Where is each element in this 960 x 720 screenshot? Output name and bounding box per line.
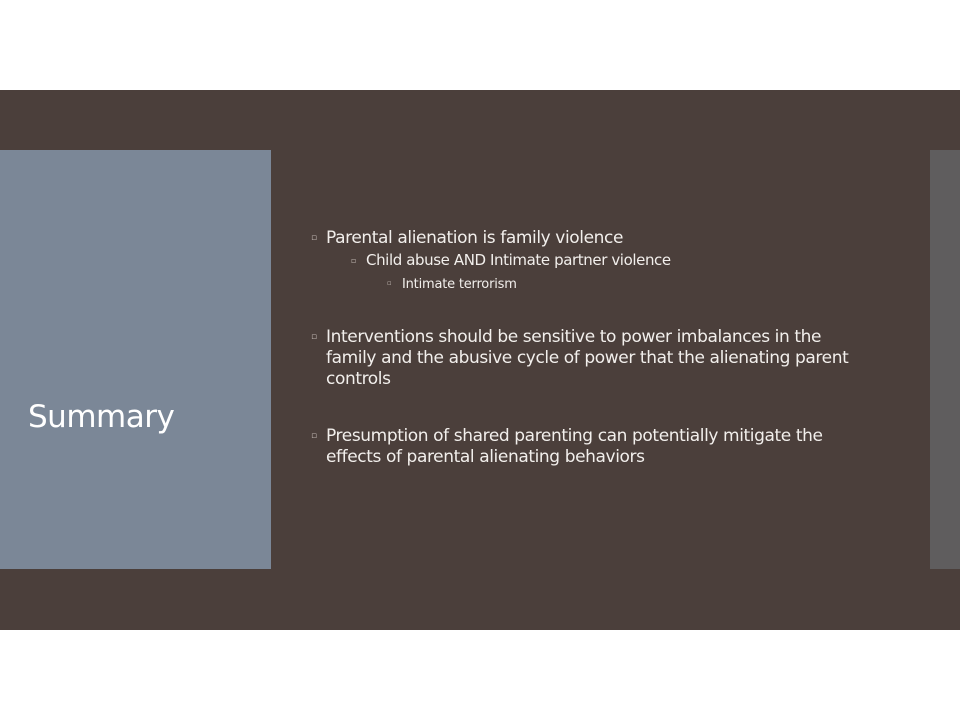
- right-accent-bar: [930, 150, 960, 569]
- bullet-text: Presumption of shared parenting can potentially mitigate the effects of parental alienating behaviors: [326, 426, 823, 467]
- bullet-point-2: [310, 327, 870, 390]
- slide-title: Summary: [28, 399, 175, 435]
- bullet-list: [310, 228, 870, 468]
- bullet-point-1: [310, 228, 870, 249]
- bullet-icon: ▫: [387, 279, 392, 287]
- bullet-icon: ▫: [351, 256, 357, 265]
- title-panel: [0, 150, 271, 569]
- sub-sub-bullet-1: [386, 276, 870, 293]
- bullet-text: Child abuse AND Intimate partner violence: [366, 251, 671, 269]
- bullet-text: Intimate terrorism: [402, 277, 517, 292]
- bullet-point-3: [310, 426, 870, 468]
- sub-bullet-1: [350, 251, 870, 270]
- bullet-text: Parental alienation is family violence: [326, 228, 624, 248]
- bullet-text: Interventions should be sensitive to power imbalances in the family and the abusive cycle of power that the alienating parent controls: [326, 327, 849, 389]
- bullet-icon: ▫: [311, 233, 317, 243]
- bullet-icon: ▫: [311, 431, 317, 441]
- slide: [0, 90, 960, 630]
- bullet-icon: ▫: [311, 332, 317, 342]
